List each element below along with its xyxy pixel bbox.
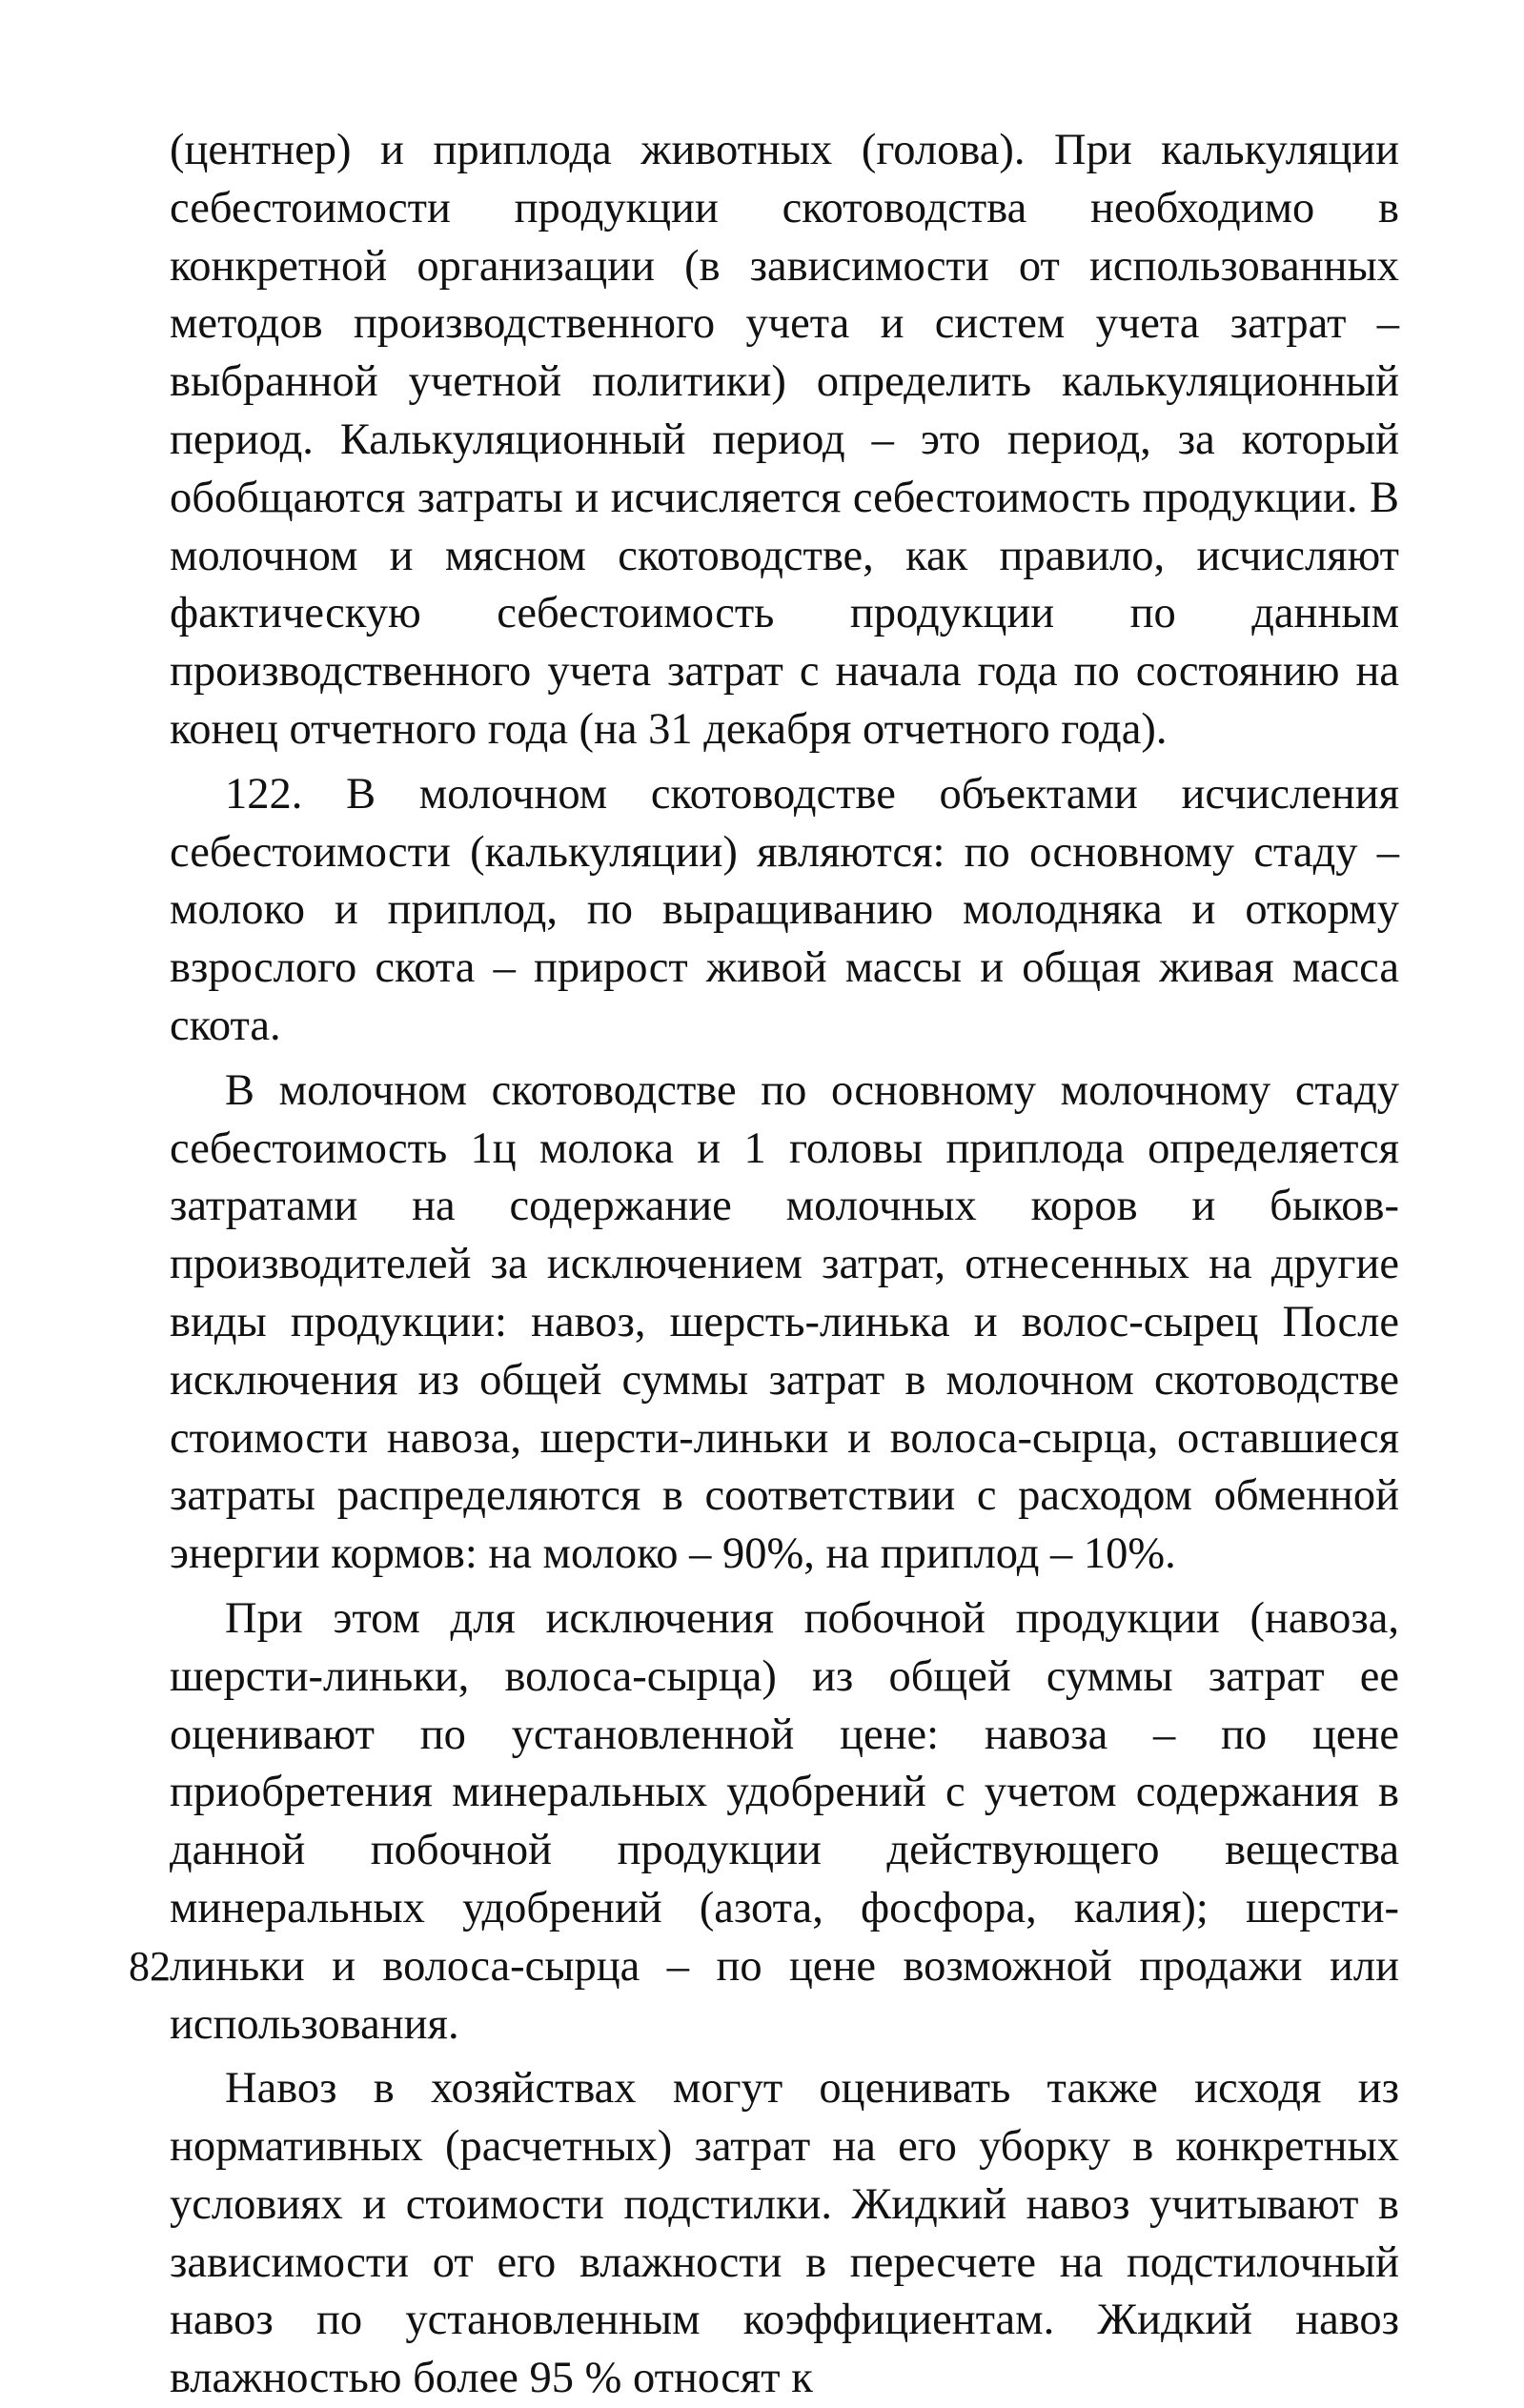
paragraph-122-objects: 122. В молочном скотоводстве объектами исчисления себестоимости (калькуляции) являются: по основному стаду – молоко и приплод, по выращиванию молодняка и откорму взрослого скота – прирост живой массы и общая живая масса скота. xyxy=(170,769,1399,1050)
page-number: 82 xyxy=(129,1943,171,1990)
paragraph-continuation: (центнер) и приплода животных (голова). При калькуляции себестоимости продукции скотоводства необходимо в конкретной организации (в зависимости от использованных методов производственного учета и систем учета затрат – выбранной учетной политики) определить калькуляционный период. Калькуляционный период – это период, за который обобщаются затраты и исчисляется себестоимость продукции. В молочном и мясном скотоводстве, как правило, исчисляют фактическую себестоимость продукции по данным производственного учета затрат с начала года по состоянию на конец отчетного года (на 31 декабря отчетного года). xyxy=(170,126,1399,754)
body-text xyxy=(170,122,1399,2408)
paragraph-manure-valuation: Навоз в хозяйствах могут оценивать также исходя из нормативных (расчетных) затрат на его уборку в конкретных условиях и стоимости подстилки. Жидкий навоз учитывают в зависимости от его влажности в пересчете на подстилочный навоз по установленным коэффициентам. Жидкий навоз влажностью более 95 % относят к xyxy=(170,2064,1399,2403)
paragraph-byproduct-valuation: При этом для исключения побочной продукции (навоза, шерсти-линьки, волоса-сырца) из общей суммы затрат ее оценивают по установленной цене: навоза – по цене приобретения минеральных удобрений с учетом содержания в данной побочной продукции действующего вещества минеральных удобрений (азота, фосфора, калия); шерсти-линьки и волоса-сырца – по цене возможной продажи или использования. xyxy=(170,1593,1399,2049)
paragraph-dairy-herd-cost: В молочном скотоводстве по основному молочному стаду себестоимость 1ц молока и 1 головы приплода определяется затратами на содержание молочных коров и быков-производителей за исключением затрат, отнесенных на другие виды продукции: навоз, шерсть-линька и волос-сырец После исключения из общей суммы затрат в молочном скотоводстве стоимости навоза, шерсти-линьки и волоса-сырца, оставшиеся затраты распределяются в соответствии с расходом обменной энергии кормов: на молоко – 90%, на приплод – 10%. xyxy=(170,1065,1399,1579)
